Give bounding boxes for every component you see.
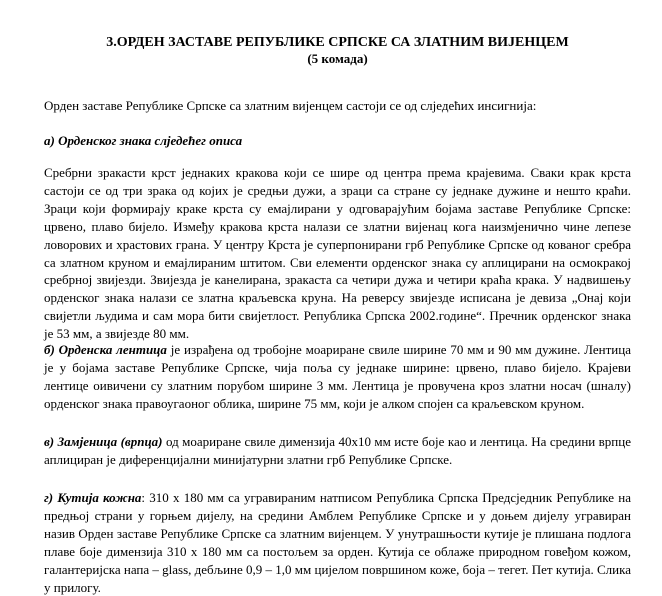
section-d-paragraph — [44, 489, 631, 596]
section-d-text: : 310 х 180 мм са угравираним натписом Република Српска Предсједник Републике на предњој страни у горњем дијелу, на средини Амблем Републике Српске и у доњем дијелу угравиран назив Орден заставе Републике Српске са златним вијенцем. У унутрашњости кутије је плишана подлога плаве боје димензија 310 х 180 мм са постољем за орден. Кутија се облаже природном говеђом кожом, галантеријска напа – glass, дебљине 0,9 – 1,0 мм цијелом површином коже, боја – тегет. Пет кутија. Слика у прилогу. — [44, 490, 631, 595]
section-a-paragraph: Сребрни зракасти крст једнаких кракова који се шире од центра према крајевима. Сваки крак крста састоји се од три зрака од којих је средњи дужи, а зраци са стране су једнаке дужине и нешто краћи. Зраци који формирају краке крста су емајлирани у одговарајућим бојама заставе Републике Српске: црвено, плаво бијело. Између кракова крста налази се златни вијенац кога наизмјенично чине лепезе ловорових и храстових грана. У центру Крста је суперпонирани грб Републике Српске од кованог сребра са златном круном и емајлираним штитом. Сви елементи орденског знака су аплицирани на осмокракој сребрној звијезди. Звијезда је канелирана, зракаста са четири дужа и четири краћа крака. У надвишењу орденског знака налази се златна краљевска круна. На реверсу звијезде исписана је девиза „Онај који свијетли људима и сам мора бити свијетлост. Република Српска 2002.године“. Пречник орденског знака је 53 мм, а звијезде 80 мм. — [44, 165, 631, 342]
section-c-paragraph — [44, 433, 631, 469]
section-d-heading: г) Кутија кожна — [44, 490, 142, 505]
intro-paragraph: Орден заставе Републике Српске са златним вијенцем састоји се од слједећих инсигнија: — [44, 98, 537, 113]
section-b-heading: б) Орденска лентица — [44, 342, 167, 357]
document-subtitle: (5 комада) — [307, 51, 368, 66]
section-c-heading: в) Замјеница (врпца) — [44, 434, 163, 449]
section-b-text: је израђена од тробојне моариране свиле ширине 70 мм и 90 мм дужине. Лентица је у бојама заставе Републике Српске, чија поља су једнаке ширине: црвено, плаво бијело. Крајеви лентице оивичени су златним порубом ширине 3 мм. Лентица је провучена кроз златни носач (шналу) орденског знака правоугаоног облика, ширине 75 мм, који је алком спојен са краљевском круном. — [44, 342, 631, 411]
section-b-paragraph — [44, 341, 631, 413]
section-c-text: од моариране свиле димензија 40х10 мм исте боје као и лентица. На средини врпце аплициран је диференцијални минијатурни златни грб Републике Српске. — [44, 434, 631, 467]
document-title: 3.ОРДЕН ЗАСТАВЕ РЕПУБЛИКЕ СРПСКЕ СА ЗЛАТНИМ ВИЈЕНЦЕМ — [106, 35, 569, 50]
section-a-heading: а) Орденског знака слједећег описа — [44, 133, 243, 148]
